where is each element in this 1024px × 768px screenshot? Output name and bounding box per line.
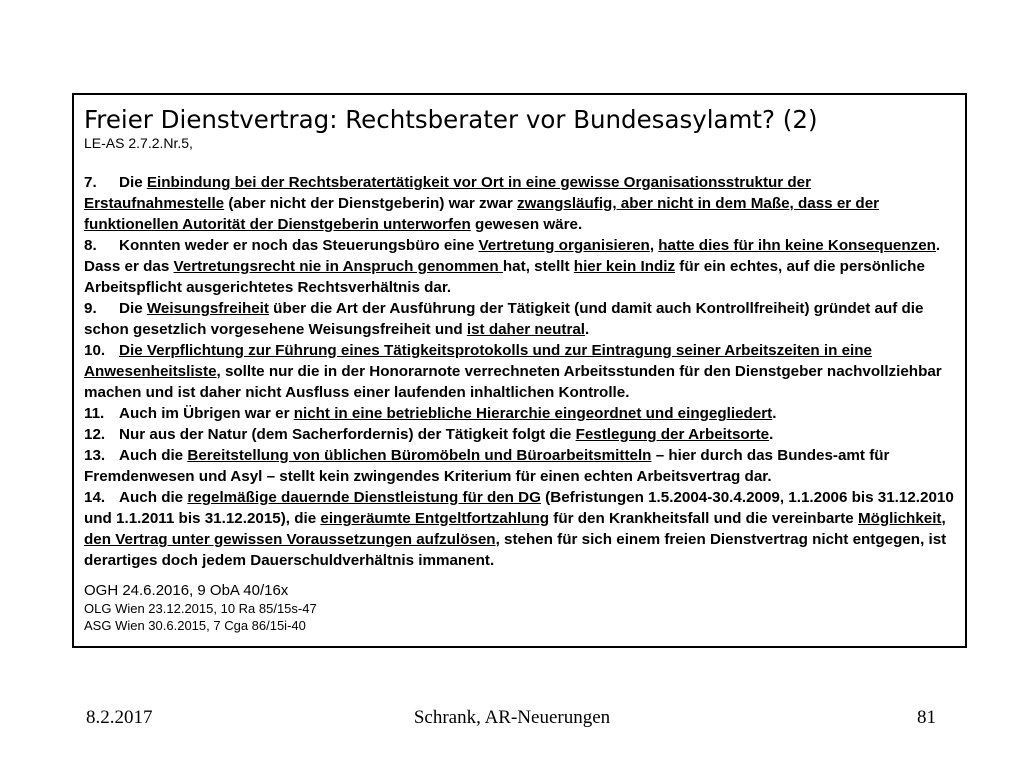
paragraph-text: , — [649, 237, 659, 254]
numbered-paragraph — [84, 235, 955, 298]
underlined-text: zwangsläufig, aber nicht in dem Maße, dass er der funktionellen Autorität der Dienstgeberin unterworfen — [84, 195, 880, 233]
underlined-text: Weisungsfreiheit — [146, 300, 269, 317]
paragraph-number: 11. — [84, 405, 105, 422]
paragraph-text: Die — [119, 174, 147, 191]
underlined-text: Bereitstellung von üblichen Büromöbeln und Büroarbeitsmitteln — [187, 447, 652, 464]
underlined-text: Einbindung bei der Rechtsberatertätigkeit vor Ort in eine gewisse Organisationsstruktur der Erstaufnahmestelle — [84, 174, 812, 212]
underlined-text: hier kein Indiz — [573, 258, 676, 275]
paragraph-number: 13. — [84, 447, 106, 464]
paragraph-text: über die Art der Ausführung der Tätigkeit (und damit auch Kontrollfreiheit) gründet auf die schon gesetzlich vorgesehene Weisungsfreiheit und — [84, 300, 924, 338]
paragraph-text: Die — [119, 300, 147, 317]
paragraph-text: Auch im Übrigen war er — [119, 405, 294, 422]
footer-page-number: 81 — [917, 707, 936, 728]
paragraph-number: 7. — [84, 174, 97, 191]
paragraph-text: . — [769, 426, 774, 443]
paragraph-text: hat, stellt — [502, 258, 574, 275]
slide-title: Freier Dienstvertrag: Rechtsberater vor Bundesasylamt? (2) — [84, 105, 818, 134]
slide-frame — [72, 93, 967, 648]
underlined-text: hatte dies für ihn keine Konsequenzen — [658, 237, 936, 254]
paragraph-number: 12. — [84, 426, 106, 443]
paragraph-number: 14. — [84, 489, 106, 506]
numbered-paragraph — [84, 487, 955, 571]
underlined-text: regelmäßige dauernde Dienstleistung für den DG — [187, 489, 541, 506]
paragraph-number: 9. — [84, 300, 97, 317]
paragraph-text: . — [772, 405, 777, 422]
numbered-paragraph — [84, 403, 955, 424]
source-olg: OLG Wien 23.12.2015, 10 Ra 85/15s-47 — [84, 601, 317, 616]
paragraph-text: . Dass er das — [84, 237, 941, 275]
paragraph-text: , sollte nur die in der Honorarnote verrechneten Arbeitsstunden für den Dienstgeber nachvollziehbar machen und ist daher nicht Ausfluss einer laufenden inhaltlichen Kontrolle. — [84, 363, 942, 401]
underlined-text: eingeräumte Entgeltfortzahlung — [320, 510, 550, 527]
paragraph-text: , stehen für sich einem freien Dienstvertrag nicht entgegen, ist derartiges doch jedem Dauerschuldverhältnis immanent. — [84, 531, 947, 569]
footer-presenter: Schrank, AR-Neuerungen — [413, 707, 611, 728]
paragraph-text: für den Krankheitsfall und die vereinbarte — [549, 510, 858, 527]
slide-content — [84, 105, 955, 634]
paragraph-text: Auch die — [119, 447, 188, 464]
underlined-text: Möglichkeit, den Vertrag unter gewissen Voraussetzungen aufzulösen — [84, 510, 946, 548]
numbered-paragraph — [84, 445, 955, 487]
numbered-paragraph — [84, 172, 955, 235]
underlined-text: Vertretungsrecht nie in Anspruch genommen — [173, 258, 503, 275]
paragraph-text: für ein echtes, auf die persönliche Arbeitspflicht ausgerichtetes Rechtsverhältnis dar. — [84, 258, 925, 296]
paragraph-text: gewesen wäre. — [470, 216, 583, 233]
paragraph-text: (aber nicht der Dienstgeberin) war zwar — [224, 195, 517, 212]
paragraph-number: 8. — [84, 237, 97, 254]
source-ogh: OGH 24.6.2016, 9 ObA 40/16x — [84, 582, 289, 599]
source-asg: ASG Wien 30.6.2015, 7 Cga 86/15i-40 — [84, 618, 306, 633]
numbered-paragraph — [84, 340, 955, 403]
paragraph-text: . — [585, 321, 590, 338]
numbered-paragraph — [84, 424, 955, 445]
paragraph-text: Auch die — [119, 489, 188, 506]
underlined-text: Festlegung der Arbeitsorte — [575, 426, 770, 443]
underlined-text: ist daher neutral — [466, 321, 586, 338]
underlined-text: Die Verpflichtung zur Führung eines Tätigkeitsprotokolls und zur Eintragung seiner Arbeitszeiten in eine Anwesenheitsliste — [84, 342, 872, 380]
paragraph-list — [84, 172, 955, 571]
paragraph-number: 10. — [84, 342, 106, 359]
underlined-text: nicht in eine betriebliche Hierarchie eingeordnet und eingegliedert — [293, 405, 773, 422]
paragraph-text: Nur aus der Natur (dem Sacherfordernis) der Tätigkeit folgt die — [119, 426, 576, 443]
footer-date: 8.2.2017 — [86, 707, 153, 728]
underlined-text: Vertretung organisieren — [478, 237, 650, 254]
paragraph-text: Konnten weder er noch das Steuerungsbüro eine — [119, 237, 479, 254]
paragraph-text: – hier durch das Bundes-amt für Fremdenwesen und Asyl – stellt kein zwingendes Kriterium für einen echten Arbeitsvertrag dar. — [84, 447, 890, 485]
paragraph-text: (Befristungen 1.5.2004-30.4.2009, 1.1.2006 bis 31.12.2010 und 1.1.2011 bis 31.12.2015), die — [84, 489, 954, 527]
numbered-paragraph — [84, 298, 955, 340]
legal-reference: LE-AS 2.7.2.Nr.5, — [84, 135, 193, 151]
